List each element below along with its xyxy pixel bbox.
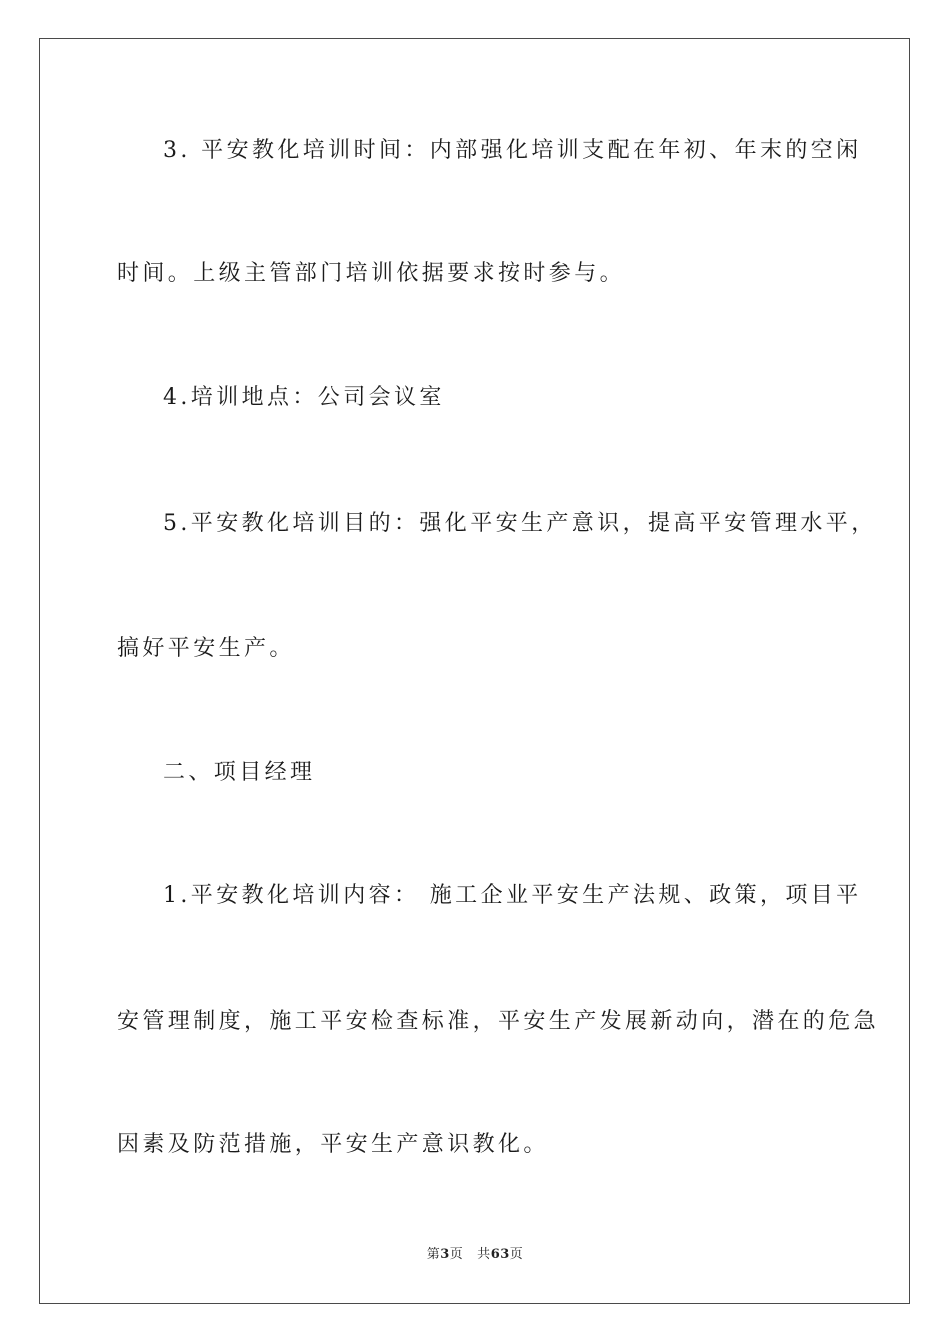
section-heading-project-manager: 二、项目经理 bbox=[163, 760, 316, 785]
footer-page-number: 3 bbox=[440, 1247, 450, 1262]
paragraph-line-training-content-cont2: 因素及防范措施，平安生产意识教化。 bbox=[117, 1132, 549, 1157]
paragraph-line-training-purpose: 5.平安教化培训目的：强化平安生产意识，提高平安管理水平， bbox=[163, 511, 877, 536]
footer-total-pages: 63 bbox=[490, 1247, 510, 1262]
paragraph-line-training-content-cont1: 安管理制度，施工平安检查标准，平安生产发展新动向，潜在的危急 bbox=[117, 1009, 880, 1034]
paragraph-line-training-time: 3. 平安教化培训时间：内部强化培训支配在年初、年末的空闲 bbox=[163, 138, 862, 163]
page-footer bbox=[0, 1246, 950, 1264]
paragraph-line-training-content: 1.平安教化培训内容： 施工企业平安生产法规、政策，项目平 bbox=[163, 883, 862, 908]
page-border bbox=[39, 38, 910, 1304]
paragraph-line-training-purpose-cont: 搞好平安生产。 bbox=[117, 636, 295, 661]
paragraph-line-training-time-cont: 时间。上级主管部门培训依据要求按时参与。 bbox=[117, 261, 626, 286]
footer-total-prefix: 共 bbox=[477, 1247, 491, 1262]
footer-page-prefix: 第 bbox=[426, 1247, 441, 1262]
paragraph-line-training-location: 4.培训地点：公司会议室 bbox=[163, 385, 445, 410]
footer-total-suffix: 页 bbox=[509, 1247, 524, 1262]
footer-page-suffix: 页 bbox=[449, 1247, 464, 1262]
